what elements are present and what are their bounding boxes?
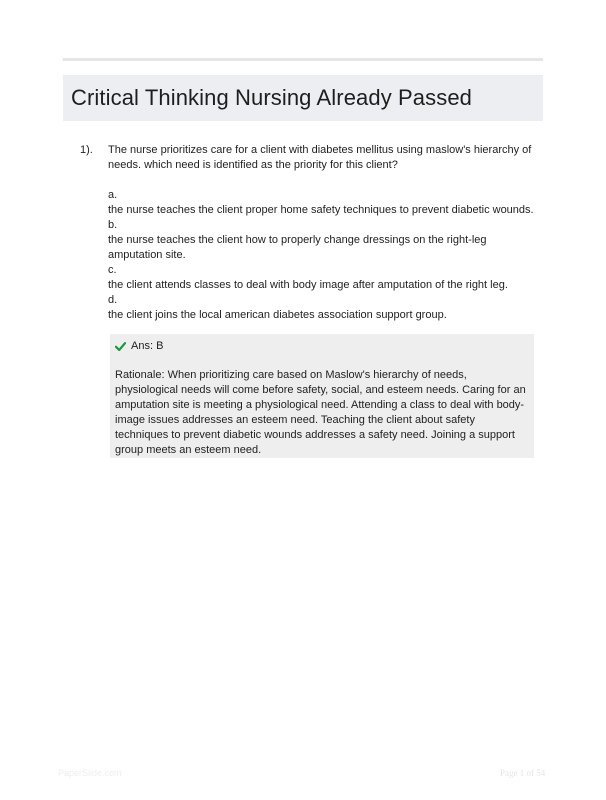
option-d-letter: d. xyxy=(108,294,118,306)
option-b-text: the nurse teaches the client how to properly change dressings on the right-leg amputation site. xyxy=(108,234,487,261)
answer-line xyxy=(115,339,528,354)
answer-options xyxy=(108,188,540,323)
option-c-letter: c. xyxy=(108,264,117,276)
footer-site: PaperSlide.com xyxy=(58,768,122,778)
top-divider xyxy=(63,58,543,61)
question-text: The nurse prioritizes care for a client with diabetes mellitus using maslow's hierarchy of needs. which need is identified as the priority for this client? xyxy=(108,144,532,171)
option-d-text: the client joins the local american diabetes association support group. xyxy=(108,309,447,321)
rationale-text: Rationale: When prioritizing care based on Maslow's hierarchy of needs, physiological needs will come before safety, social, and esteem needs. Caring for an amputation site is meeting a physiological need. Attending a class to deal with body-image issues addresses an esteem need. Teaching the client about safety techniques to prevent diabetic wounds addresses a safety need. Joining a support group meets an esteem need. xyxy=(115,369,526,456)
question-number: 1). xyxy=(80,144,93,156)
option-a-letter: a. xyxy=(108,189,118,201)
check-icon xyxy=(115,341,126,352)
answer-label: Ans: B xyxy=(131,340,164,352)
option-b-letter: b. xyxy=(108,219,118,231)
option-a-text: the nurse teaches the client proper home safety techniques to prevent diabetic wounds. xyxy=(108,204,534,216)
page-title: Critical Thinking Nursing Already Passed xyxy=(71,85,472,110)
option-c-text: the client attends classes to deal with body image after amputation of the right leg. xyxy=(108,279,508,291)
footer-page-number: Page 1 of 54 xyxy=(500,768,546,778)
title-bar xyxy=(63,75,543,121)
answer-box xyxy=(110,334,534,458)
